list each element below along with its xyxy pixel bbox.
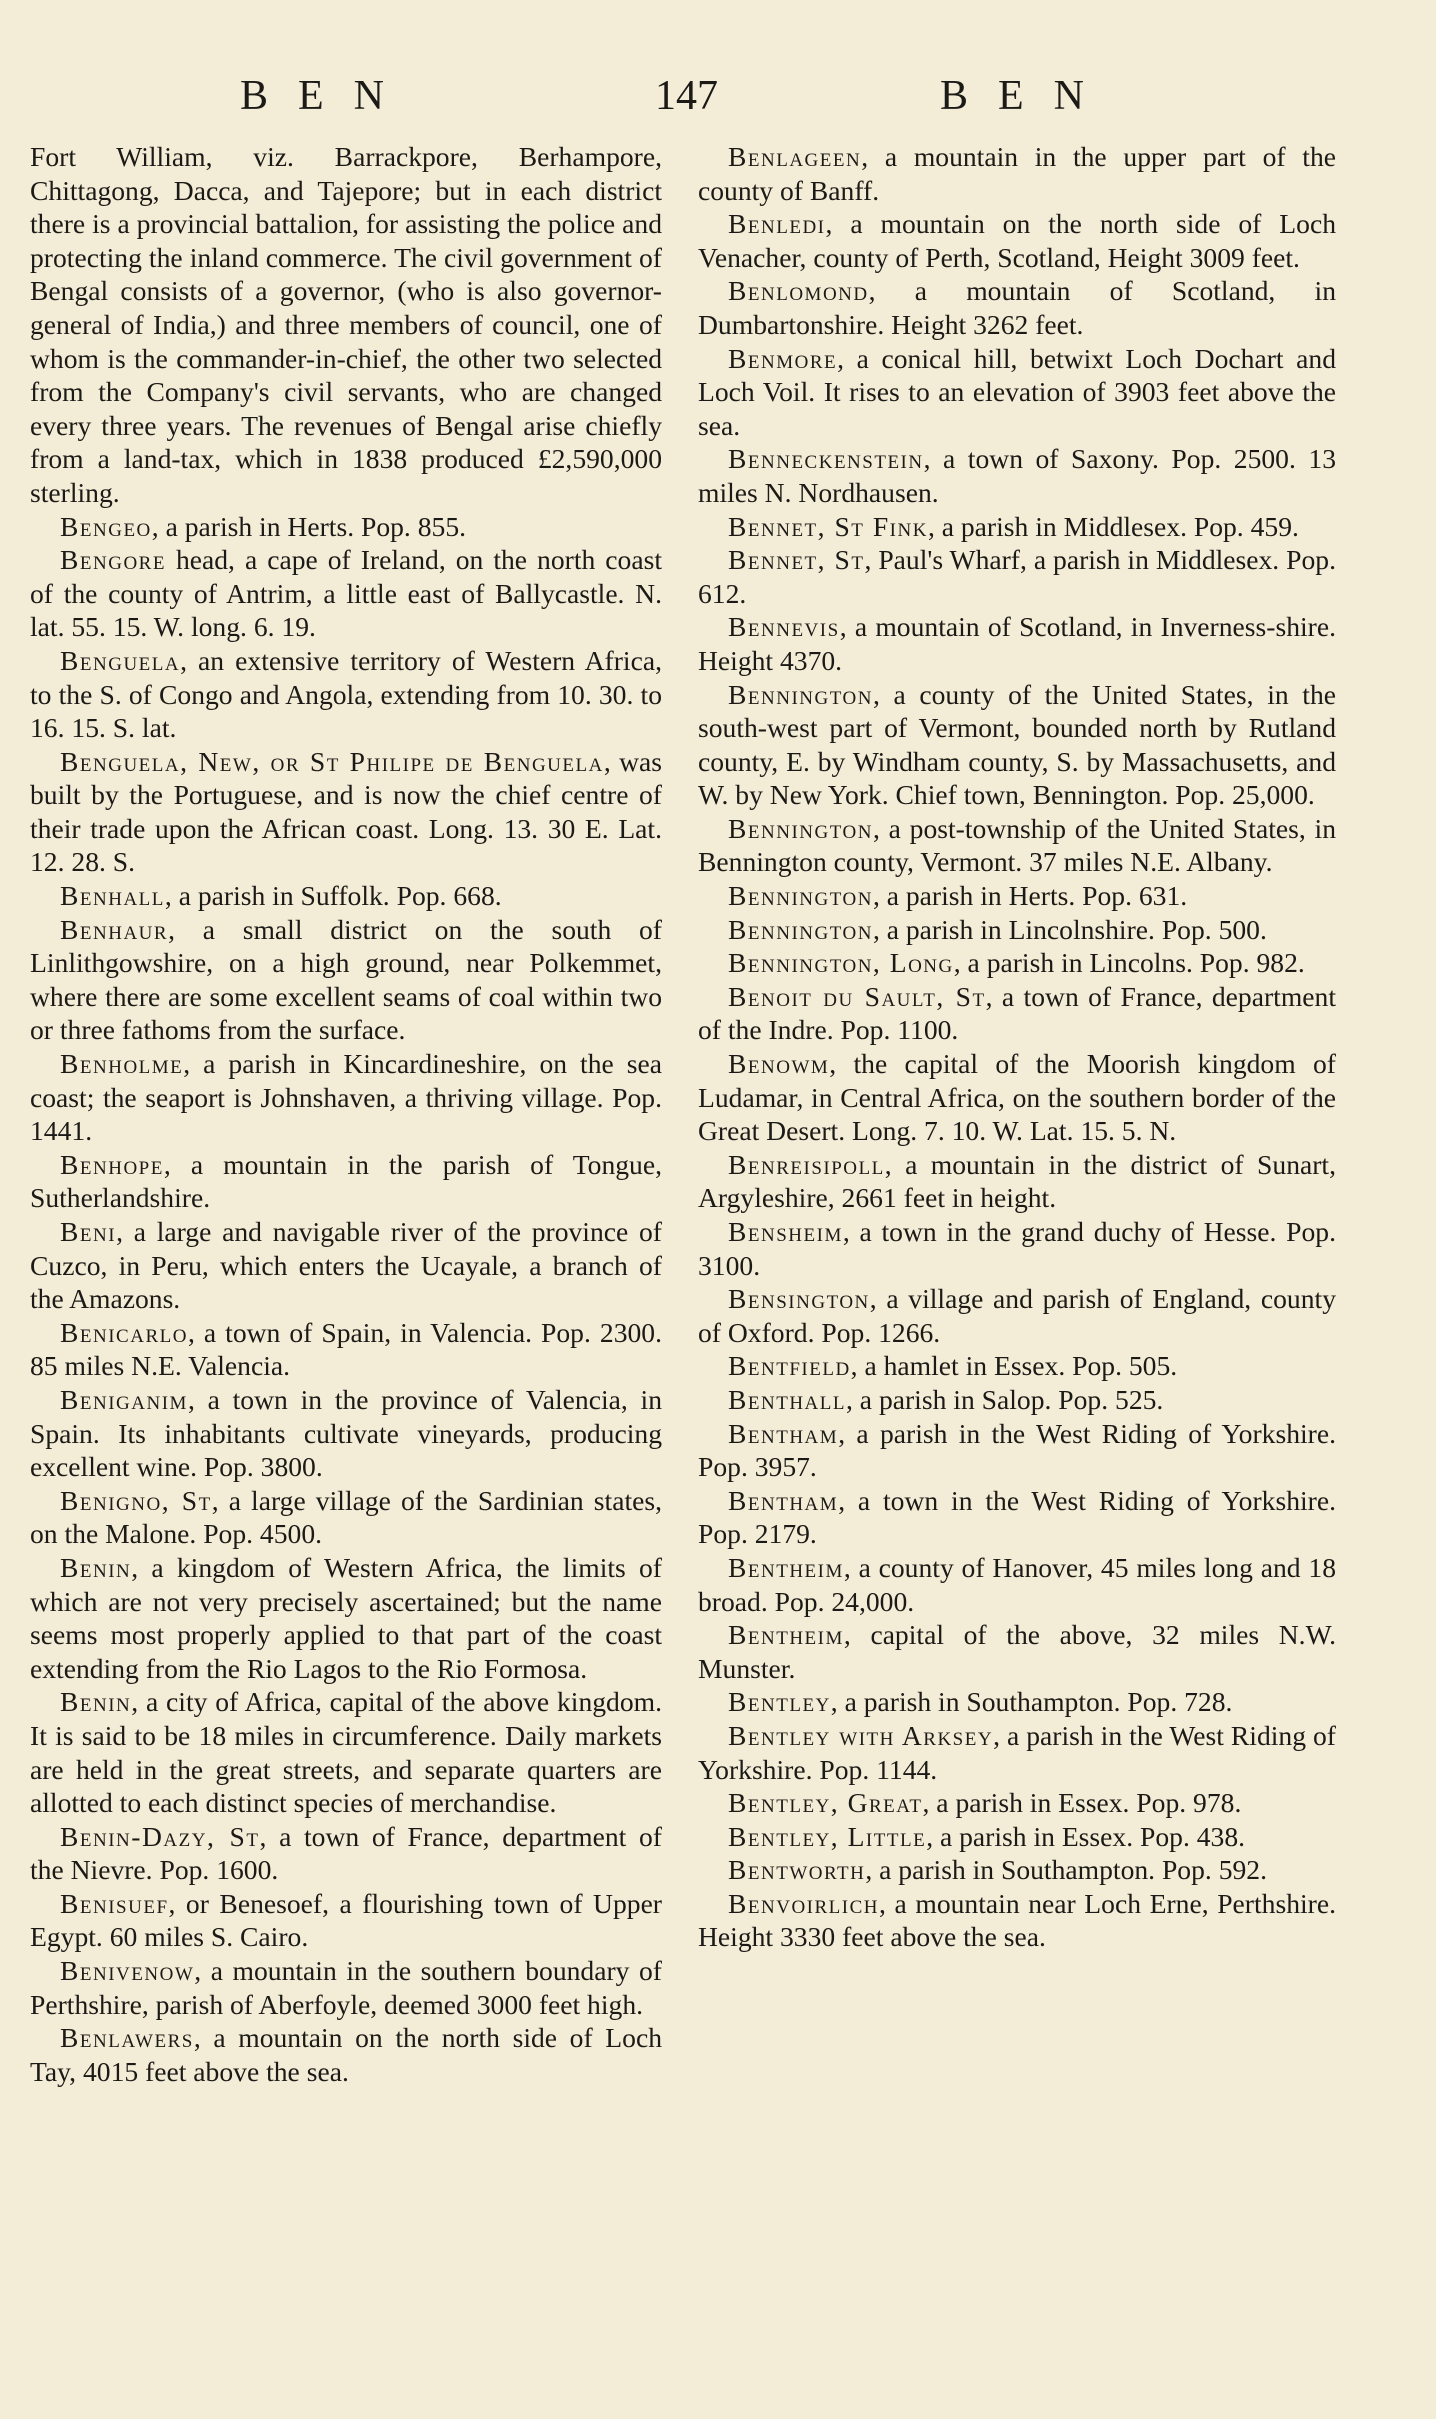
entry-headword: Bennet, St Fink xyxy=(728,510,928,542)
gazetteer-entry xyxy=(698,1383,1336,1417)
gazetteer-entry xyxy=(698,207,1336,274)
entry-headword: Beniganim xyxy=(60,1383,188,1415)
gazetteer-entry xyxy=(698,140,1336,207)
gazetteer-entry xyxy=(30,913,662,1047)
entry-headword: Bentheim xyxy=(728,1619,844,1651)
gazetteer-entry xyxy=(698,980,1336,1047)
gazetteer-entry xyxy=(698,442,1336,509)
entry-text: , a parish in Southampton. Pop. 728. xyxy=(830,1686,1233,1718)
gazetteer-entry xyxy=(698,1685,1336,1719)
entry-text: , the capital of the Moorish kingdom of Ludamar, in Central Africa, on the southern border of the Great Desert. Long. 7. 10. W. Lat. 15. 5. N. xyxy=(698,1048,1336,1147)
entry-headword: Benoit du Sault, St xyxy=(728,980,986,1012)
entry-text: , a parish in Essex. Pop. 438. xyxy=(926,1820,1246,1852)
entry-text: Fort William, viz. Barrackpore, Berhampore, Chittagong, Dacca, and Tajepore; but in each district there is a provincial battalion, for assisting the police and protecting the inland commerce. The civil government of Bengal consists of a governor, (who is also governor-general of India,) and three members of council, one of whom is the commander-in-chief, the other two selected from the Company's civil servants, who are changed every three years. The revenues of Bengal arise chiefly from a land-tax, which in 1838 produced £2,590,000 sterling. xyxy=(30,141,662,508)
gazetteer-entry xyxy=(30,543,662,644)
entry-headword: Bentham xyxy=(728,1417,839,1449)
entry-text: , a parish in Middlesex. Pop. 459. xyxy=(927,510,1299,542)
entry-headword: Benisuef xyxy=(60,1887,169,1919)
gazetteer-entry xyxy=(698,1820,1336,1854)
entry-text: , a mountain on the north side of Loch Venacher, county of Perth, Scotland, Height 3009 feet. xyxy=(698,208,1336,273)
entry-text: , a parish in Lincolnshire. Pop. 500. xyxy=(872,913,1267,945)
entry-text: , a parish in Essex. Pop. 978. xyxy=(922,1787,1242,1819)
entry-text: , an extensive territory of Western Africa, to the S. of Congo and Angola, extending from 10. 30. to 16. 15. S. lat. xyxy=(30,644,662,744)
entry-headword: Bentworth xyxy=(728,1854,866,1886)
gazetteer-entry xyxy=(30,1047,662,1148)
entry-text: , or Benesoef, a flourishing town of Upper Egypt. 60 miles S. Cairo. xyxy=(30,1887,662,1953)
entry-headword: Bentham xyxy=(728,1484,839,1516)
gazetteer-entry xyxy=(698,946,1336,980)
entry-text: , a mountain on the north side of Loch Tay, 4015 feet above the sea. xyxy=(30,2022,662,2087)
entry-headword: Bennington xyxy=(728,812,873,844)
entry-headword: Bennet, St xyxy=(728,544,865,576)
entry-text: , a city of Africa, capital of the above kingdom. It is said to be 18 miles in circumference. Daily markets are held in the great streets, and separate quarters are allotted to each distinct species of merchandise. xyxy=(30,1686,662,1819)
gazetteer-entry xyxy=(30,745,662,879)
gazetteer-entry xyxy=(30,1148,662,1215)
entry-headword: Bensington xyxy=(728,1283,870,1315)
entry-headword: Benigno, St xyxy=(60,1484,212,1516)
entry-headword: Benhaur xyxy=(60,913,169,945)
entry-text: , a mountain in the upper part of the county of Banff. xyxy=(698,141,1336,206)
left-column xyxy=(30,140,662,2088)
entry-headword: Benin-Dazy, St xyxy=(60,1820,260,1852)
gazetteer-entry xyxy=(698,678,1336,812)
gazetteer-entry xyxy=(698,913,1336,947)
gazetteer-entry xyxy=(698,1484,1336,1551)
entry-text: , a town in the province of Valencia, in Spain. Its inhabitants cultivate vineyards, producing excellent wine. Pop. 3800. xyxy=(30,1383,662,1483)
entry-headword: Bentley with Arksey xyxy=(728,1719,994,1751)
gazetteer-entry xyxy=(698,1047,1336,1148)
gazetteer-entry xyxy=(698,1786,1336,1820)
gazetteer-entry xyxy=(698,510,1336,544)
entry-headword: Benhall xyxy=(60,880,165,912)
entry-headword: Benvoirlich xyxy=(728,1887,880,1919)
entry-text: , Paul's Wharf, a parish in Middlesex. Pop. 612. xyxy=(698,544,1336,609)
entry-text: , a parish in Suffolk. Pop. 668. xyxy=(164,880,502,912)
entry-text: , a mountain in the parish of Tongue, Sutherlandshire. xyxy=(30,1148,662,1214)
gazetteer-entry xyxy=(30,879,662,913)
entry-text: , a conical hill, betwixt Loch Dochart and Loch Voil. It rises to an elevation of 3903 feet above the sea. xyxy=(698,342,1336,441)
entry-text: , a town of Saxony. Pop. 2500. 13 miles N. Nordhausen. xyxy=(698,443,1336,508)
right-column xyxy=(698,140,1336,1954)
entry-headword: Bennington, Long xyxy=(728,947,954,979)
entry-text: , a parish in Southampton. Pop. 592. xyxy=(865,1854,1267,1886)
gazetteer-entry xyxy=(698,1215,1336,1282)
gazetteer-entry xyxy=(698,1282,1336,1349)
entry-headword: Benlomond xyxy=(728,275,869,307)
entry-text: , a county of Hanover, 45 miles long and 18 broad. Pop. 24,000. xyxy=(698,1551,1336,1617)
gazetteer-entry xyxy=(698,1417,1336,1484)
entry-text: , a large village of the Sardinian states, on the Malone. Pop. 4500. xyxy=(30,1484,662,1550)
entry-text: , a mountain of Scotland, in Inverness-shire. Height 4370. xyxy=(698,611,1336,676)
entry-headword: Bensheim xyxy=(728,1216,843,1247)
entry-text: , a town in the grand duchy of Hesse. Pop. 3100. xyxy=(698,1216,1336,1281)
entry-text: , a small district on the south of Linlithgowshire, on a high ground, near Polkemmet, where there are some excellent seams of coal within two or three fathoms from the surface. xyxy=(30,913,662,1046)
entry-text: , was built by the Portuguese, and is now the chief centre of their trade upon the African coast. Long. 13. 30 E. Lat. 12. 28. S. xyxy=(30,745,663,878)
entry-headword: Benguela xyxy=(60,644,181,676)
gazetteer-entry xyxy=(698,274,1336,341)
gazetteer-entry xyxy=(698,1719,1336,1786)
entry-text: , a mountain in the southern boundary of Perthshire, parish of Aberfoyle, deemed 3000 feet high. xyxy=(30,1955,662,2020)
entry-text: , a mountain in the district of Sunart, Argyleshire, 2661 feet in height. xyxy=(698,1148,1336,1214)
gazetteer-entry xyxy=(30,140,662,510)
gazetteer-entry xyxy=(698,812,1336,879)
gazetteer-entry xyxy=(30,1551,662,1685)
entry-headword: Benin xyxy=(60,1686,132,1718)
entry-text: , a parish in Herts. Pop. 855. xyxy=(151,510,467,542)
entry-headword: Bentheim xyxy=(728,1551,844,1583)
gazetteer-entry xyxy=(30,1383,662,1484)
entry-headword: Beni xyxy=(60,1216,117,1247)
entry-headword: Bennington xyxy=(728,913,873,945)
gazetteer-entry xyxy=(698,1148,1336,1215)
entry-text: , a parish in the West Riding of Yorkshire. Pop. 3957. xyxy=(698,1417,1336,1483)
entry-headword: Benthall xyxy=(728,1383,846,1415)
gazetteer-entry xyxy=(30,1484,662,1551)
entry-headword: Benguela, New, or St Philipe de Benguela xyxy=(60,745,604,777)
gazetteer-entry xyxy=(698,1618,1336,1685)
entry-text: , a mountain of Scotland, in Dumbartonshire. Height 3262 feet. xyxy=(698,275,1336,340)
entry-headword: Benreisipoll xyxy=(728,1148,885,1180)
gazetteer-entry xyxy=(698,1853,1336,1887)
gazetteer-entry xyxy=(698,342,1336,443)
entry-text: , a village and parish of England, county of Oxford. Pop. 1266. xyxy=(698,1283,1336,1348)
gazetteer-entry xyxy=(30,1316,662,1383)
entry-headword: Benledi xyxy=(728,208,826,240)
entry-headword: Benicarlo xyxy=(60,1316,188,1348)
gazetteer-entry xyxy=(30,510,662,544)
entry-headword: Benlawers xyxy=(60,2022,194,2054)
gazetteer-entry xyxy=(698,610,1336,677)
entry-text: , capital of the above, 32 miles N.W. Munster. xyxy=(698,1619,1336,1684)
entry-text: , a town in the West Riding of Yorkshire. Pop. 2179. xyxy=(698,1484,1336,1550)
page-number: 147 xyxy=(655,73,718,119)
entry-text: , a mountain near Loch Erne, Perthshire. Height 3330 feet above the sea. xyxy=(698,1887,1336,1953)
entry-headword: Benneckenstein xyxy=(728,443,924,475)
gazetteer-entry xyxy=(698,879,1336,913)
entry-text: , a town of France, department of the Indre. Pop. 1100. xyxy=(698,980,1336,1046)
entry-text: , a town of Spain, in Valencia. Pop. 2300. 85 miles N.E. Valencia. xyxy=(30,1316,662,1382)
entry-text: , a kingdom of Western Africa, the limits of which are not very precisely ascertained; but the name seems most properly applied to that part of the coast extending from the Rio Lagos to the Rio Formosa. xyxy=(30,1551,662,1684)
entry-headword: Benlageen xyxy=(728,141,862,172)
entry-headword: Bentfield xyxy=(728,1350,851,1382)
entry-headword: Bengeo xyxy=(60,510,152,542)
entry-headword: Benin xyxy=(60,1551,132,1583)
entry-headword: Benholme xyxy=(60,1048,184,1080)
entry-text: , a parish in Kincardineshire, on the sea coast; the seaport is Johnshaven, a thriving village. Pop. 1441. xyxy=(30,1048,662,1147)
gazetteer-entry xyxy=(30,1685,662,1819)
gazetteer-entry xyxy=(30,1954,662,2021)
entry-headword: Bennington xyxy=(728,678,873,710)
gazetteer-entry xyxy=(30,1215,662,1316)
gazetteer-entry xyxy=(698,1887,1336,1954)
gazetteer-entry xyxy=(698,1349,1336,1383)
entry-headword: Bentley, Little xyxy=(728,1820,927,1852)
entry-text: , a town of France, department of the Nievre. Pop. 1600. xyxy=(30,1820,662,1886)
entry-headword: Bentley xyxy=(728,1686,831,1718)
gazetteer-entry xyxy=(30,2021,662,2088)
gazetteer-entry xyxy=(30,644,662,745)
gazetteer-entry xyxy=(30,1887,662,1954)
entry-text: , a parish in the West Riding of Yorkshire. Pop. 1144. xyxy=(698,1719,1336,1785)
gazetteer-entry xyxy=(698,1551,1336,1618)
entry-headword: Bentley, Great xyxy=(728,1787,923,1819)
entry-text: head, a cape of Ireland, on the north coast of the county of Antrim, a little east of Ballycastle. N. lat. 55. 15. W. long. 6. 19. xyxy=(30,544,662,643)
entry-headword: Benivenow xyxy=(60,1955,195,1987)
entry-text: , a post-township of the United States, in Bennington county, Vermont. 37 miles N.E. Albany. xyxy=(698,812,1336,878)
entry-headword: Bengore xyxy=(60,544,166,576)
entry-headword: Benmore xyxy=(728,342,838,374)
entry-headword: Benhope xyxy=(60,1148,164,1180)
page-header xyxy=(0,72,1436,132)
entry-headword: Benowm xyxy=(728,1048,830,1080)
gazetteer-entry xyxy=(30,1820,662,1887)
entry-text: , a large and navigable river of the province of Cuzco, in Peru, which enters the Ucayale, a branch of the Amazons. xyxy=(30,1216,662,1315)
entry-text: , a county of the United States, in the south-west part of Vermont, bounded north by Rutland county, E. by Windham county, S. by Massachusetts, and W. by New York. Chief town, Bennington. Pop. 25,000. xyxy=(698,678,1336,811)
entry-headword: Bennevis xyxy=(728,611,840,643)
entry-text: , a parish in Lincolns. Pop. 982. xyxy=(953,947,1305,979)
entry-text: , a parish in Herts. Pop. 631. xyxy=(872,880,1188,912)
running-head-left: BEN xyxy=(240,73,414,119)
entry-text: , a parish in Salop. Pop. 525. xyxy=(846,1383,1164,1415)
running-head-right: BEN xyxy=(940,73,1114,119)
entry-text: , a hamlet in Essex. Pop. 505. xyxy=(850,1350,1178,1382)
gazetteer-entry xyxy=(698,543,1336,610)
entry-headword: Bennington xyxy=(728,880,873,912)
